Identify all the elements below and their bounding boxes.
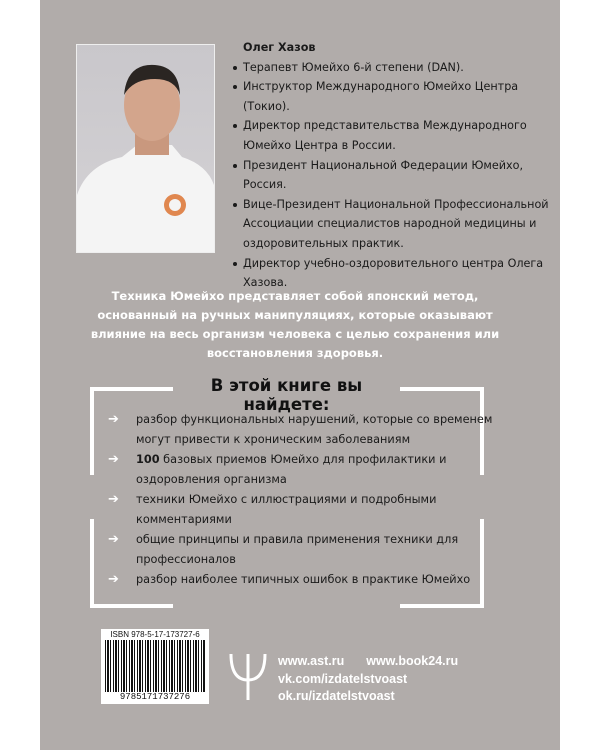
author-name: Олег Хазов	[243, 41, 316, 54]
frame-line	[90, 387, 94, 475]
frame-line	[400, 604, 484, 608]
credential-item: Вице-Президент Национальной Профессиональной Ассоциации специалистов народной медицины и оздоровительных практик.	[232, 195, 552, 254]
list-item	[108, 410, 498, 450]
item-text: разбор наиболее типичных ошибок в практике Юмейхо	[136, 573, 471, 586]
arrow-right-icon: ➔	[108, 412, 119, 427]
publisher-psi-logo-icon	[228, 650, 268, 702]
barcode-number: 9785171737276	[119, 692, 191, 702]
list-item	[108, 570, 498, 590]
link-ok[interactable]: ok.ru/izdatelstvoast	[278, 689, 395, 703]
contents-heading: В этой книге вы найдете:	[210, 376, 363, 414]
credential-item: Директор учебно-оздоровительного центра Олега Хазова.	[232, 254, 552, 293]
item-bold: 100	[136, 453, 160, 466]
arrow-right-icon: ➔	[108, 492, 119, 507]
item-text: разбор функциональных нарушений, которые со временем могут привести к хроническим заболеваниям	[136, 413, 493, 446]
author-photo	[76, 44, 215, 253]
author-bio	[232, 38, 552, 293]
barcode-bars	[105, 640, 205, 692]
list-item	[108, 530, 498, 570]
arrow-right-icon: ➔	[108, 452, 119, 467]
item-text: общие принципы и правила применения техники для профессионалов	[136, 533, 459, 566]
contents-list	[108, 410, 498, 590]
arrow-right-icon: ➔	[108, 572, 119, 587]
link-ast[interactable]: www.ast.ru	[278, 654, 345, 668]
item-text: базовых приемов Юмейхо для профилактики и оздоровления организма	[136, 453, 447, 486]
isbn-barcode	[101, 629, 209, 704]
publisher-links	[278, 653, 458, 706]
frame-line	[90, 387, 173, 391]
intro-paragraph: Техника Юмейхо представляет собой японский метод, основанный на ручных манипуляциях, которые оказывают влияние на весь организм человека с целью сохранения или восстановления здоровья.	[90, 289, 500, 360]
list-item	[108, 490, 498, 530]
isbn-label: ISBN 978-5-17-173727-6	[110, 630, 200, 639]
frame-line	[90, 604, 173, 608]
arrow-right-icon: ➔	[108, 532, 119, 547]
item-text: техники Юмейхо с иллюстрациями и подробными комментариями	[136, 493, 437, 526]
frame-line	[400, 387, 484, 391]
credential-item: Директор представительства Международного Юмейхо Центра в России.	[232, 116, 552, 155]
credential-item: Терапевт Юмейхо 6-й степени (DAN).	[232, 58, 552, 78]
link-book24[interactable]: www.book24.ru	[366, 654, 459, 668]
credential-item: Инструктор Международного Юмейхо Центра (Токио).	[232, 77, 552, 116]
frame-line	[90, 519, 94, 608]
credential-item: Президент Национальной Федерации Юмейхо, Россия.	[232, 156, 552, 195]
list-item	[108, 450, 498, 490]
link-vk[interactable]: vk.com/izdatelstvoast	[278, 671, 408, 686]
author-portrait-image	[77, 45, 214, 252]
